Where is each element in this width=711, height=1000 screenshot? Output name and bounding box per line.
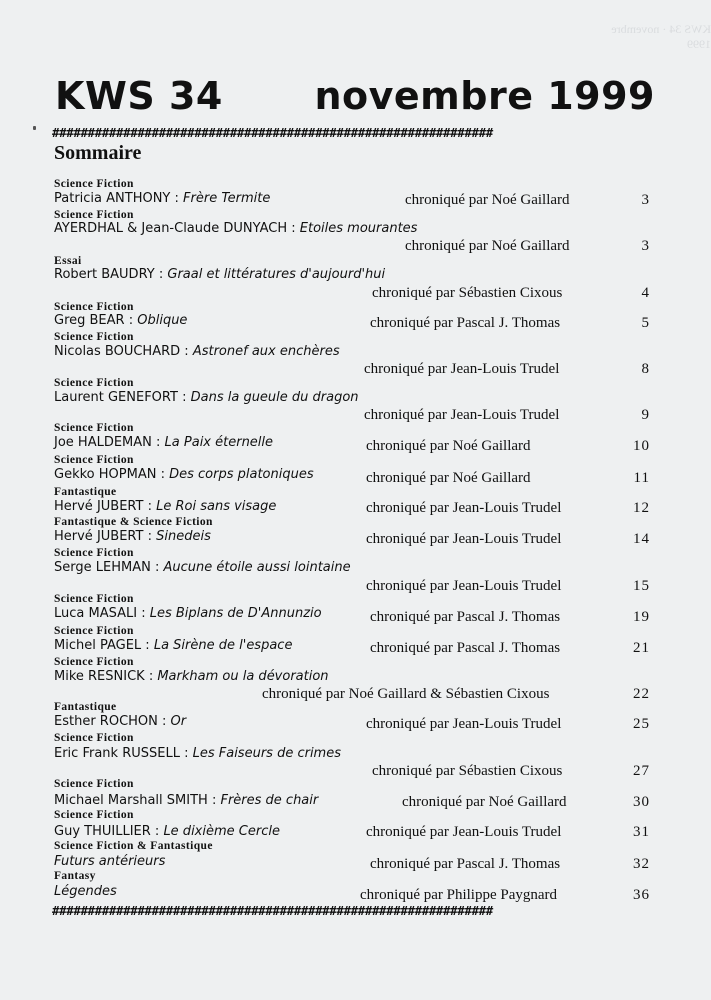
- entry-page-number: 25: [633, 716, 650, 732]
- entry-author: Laurent GENEFORT: [54, 390, 178, 405]
- entry-genre: Science Fiction: [54, 625, 134, 637]
- entry-page-number: 9: [641, 407, 650, 423]
- entry-genre: Science Fiction: [54, 593, 134, 605]
- issue-number: KWS 34: [55, 74, 223, 118]
- entry-separator: :: [170, 191, 184, 206]
- entry-page-number: 22: [633, 686, 650, 702]
- entry-book-title: Les Biplans de D'Annunzio: [149, 606, 322, 621]
- entry-reviewer: chroniqué par Pascal J. Thomas: [370, 856, 561, 872]
- entry-separator: :: [180, 344, 193, 359]
- entry-reviewer: chroniqué par Noé Gaillard: [366, 470, 531, 486]
- entry-genre: Science Fiction & Fantastique: [54, 840, 213, 852]
- entry-separator: :: [143, 499, 157, 514]
- entry-reviewer: chroniqué par Noé Gaillard: [405, 192, 570, 208]
- entry-book-title: Futurs antérieurs: [54, 854, 166, 869]
- entry-title-line: [54, 559, 351, 577]
- entry-title-line: [54, 466, 314, 484]
- entry-separator: :: [179, 746, 193, 761]
- entry-reviewer: chroniqué par Jean-Louis Trudel: [364, 407, 560, 423]
- entry-reviewer: chroniqué par Jean-Louis Trudel: [366, 578, 562, 594]
- entry-book-title: Oblique: [137, 313, 188, 328]
- entry-separator: :: [157, 714, 171, 729]
- entry-separator: :: [151, 435, 165, 450]
- entry-author: Mike RESNICK: [54, 669, 145, 684]
- entry-genre: Science Fiction: [54, 656, 134, 668]
- entry-separator: :: [137, 606, 150, 621]
- entry-genre: Essai: [54, 255, 82, 267]
- entry-page-number: 8: [641, 361, 650, 377]
- entry-separator: :: [287, 221, 300, 236]
- entry-book-title: Etoiles mourantes: [299, 221, 418, 236]
- entry-page-number: 15: [633, 578, 650, 594]
- entry-separator: :: [150, 560, 164, 575]
- entry-page-number: 19: [633, 609, 650, 625]
- entry-separator: :: [144, 669, 158, 684]
- bleed-through-header: KWS 34 · novembre 1999: [611, 22, 711, 51]
- entry-author: AYERDHAL & Jean-Claude DUNYACH: [54, 221, 288, 236]
- entry-genre: Fantasy: [54, 870, 96, 882]
- entry-title-line: [54, 745, 341, 763]
- entry-genre: Fantastique: [54, 486, 117, 498]
- entry-reviewer: chroniqué par Jean-Louis Trudel: [366, 500, 562, 516]
- margin-mark: [33, 126, 36, 130]
- entry-reviewer: chroniqué par Noé Gaillard: [405, 238, 570, 254]
- entry-author: Serge LEHMAN: [54, 560, 151, 575]
- entry-book-title: La Paix éternelle: [164, 435, 274, 450]
- entry-book-title: Graal et littératures d'aujourd'hui: [167, 267, 386, 282]
- section-title: Sommaire: [54, 142, 142, 164]
- entry-page-number: 36: [633, 887, 650, 903]
- entry-separator: :: [141, 638, 154, 653]
- top-hash-rule: ##############################################################: [52, 126, 493, 140]
- entry-title-line: [54, 343, 340, 361]
- entry-page-number: 3: [641, 192, 650, 208]
- entry-genre: Science Fiction: [54, 331, 134, 343]
- entry-page-number: 3: [641, 238, 650, 254]
- entry-title-line: [54, 668, 329, 686]
- entry-reviewer: chroniqué par Jean-Louis Trudel: [364, 361, 560, 377]
- bottom-hash-rule: ##############################################################: [52, 904, 493, 918]
- entry-author: Guy THUILLIER: [54, 824, 151, 839]
- entry-title-line: [54, 312, 187, 330]
- entry-separator: :: [156, 467, 170, 482]
- entry-author: Michel PAGEL: [54, 638, 142, 653]
- entry-title-line: [54, 266, 385, 284]
- entry-title-line: [54, 528, 211, 546]
- entry-separator: :: [207, 793, 221, 808]
- entry-reviewer: chroniqué par Sébastien Cixous: [372, 763, 563, 779]
- entry-book-title: La Sirène de l'espace: [153, 638, 293, 653]
- entry-author: Esther ROCHON: [54, 714, 158, 729]
- entry-title-line: [54, 713, 186, 731]
- entry-title-line: [54, 883, 117, 901]
- entry-title-line: [54, 434, 273, 452]
- issue-date: novembre 1999: [314, 74, 655, 118]
- entry-reviewer: chroniqué par Noé Gaillard & Sébastien Cixous: [262, 686, 550, 702]
- entry-title-line: [54, 389, 359, 407]
- entry-reviewer: chroniqué par Pascal J. Thomas: [370, 640, 561, 656]
- entry-book-title: Astronef aux enchères: [192, 344, 340, 359]
- entry-page-number: 4: [641, 285, 650, 301]
- entry-author: Nicolas BOUCHARD: [54, 344, 181, 359]
- entry-page-number: 32: [633, 856, 650, 872]
- entry-book-title: Or: [170, 714, 187, 729]
- entry-separator: :: [143, 529, 157, 544]
- entry-book-title: Le dixième Cercle: [163, 824, 280, 839]
- entry-title-line: [54, 637, 292, 655]
- entry-separator: :: [124, 313, 138, 328]
- entry-author: Hervé JUBERT: [54, 529, 144, 544]
- entry-reviewer: chroniqué par Noé Gaillard: [366, 438, 531, 454]
- entry-book-title: Aucune étoile aussi lointaine: [163, 560, 351, 575]
- entry-book-title: Légendes: [54, 884, 117, 899]
- entry-genre: Science Fiction: [54, 809, 134, 821]
- entry-reviewer: chroniqué par Jean-Louis Trudel: [366, 824, 562, 840]
- entry-book-title: Le Roi sans visage: [156, 499, 277, 514]
- entry-book-title: Frères de chair: [220, 793, 319, 808]
- entry-author: Greg BEAR: [54, 313, 125, 328]
- entry-genre: Science Fiction: [54, 301, 134, 313]
- entry-book-title: Des corps platoniques: [169, 467, 314, 482]
- entry-page-number: 11: [633, 470, 650, 486]
- entry-book-title: Dans la gueule du dragon: [190, 390, 359, 405]
- entry-page-number: 5: [641, 315, 650, 331]
- entry-genre: Fantastique: [54, 701, 117, 713]
- entry-page-number: 30: [633, 794, 650, 810]
- entry-author: Luca MASALI: [54, 606, 138, 621]
- entry-genre: Science Fiction: [54, 778, 134, 790]
- entry-author: Gekko HOPMAN: [54, 467, 157, 482]
- entry-genre: Science Fiction: [54, 547, 134, 559]
- entry-separator: :: [154, 267, 168, 282]
- entry-book-title: Frère Termite: [183, 191, 271, 206]
- entry-page-number: 31: [633, 824, 650, 840]
- entry-title-line: [54, 220, 417, 238]
- entry-genre: Science Fiction: [54, 454, 134, 466]
- entry-reviewer: chroniqué par Jean-Louis Trudel: [366, 531, 562, 547]
- entry-book-title: Markham ou la dévoration: [157, 669, 329, 684]
- entry-genre: Fantastique & Science Fiction: [54, 516, 213, 528]
- entry-reviewer: chroniqué par Pascal J. Thomas: [370, 315, 561, 331]
- entry-author: Michael Marshall SMITH: [54, 793, 208, 808]
- entry-page-number: 10: [633, 438, 650, 454]
- entry-author: Eric Frank RUSSELL: [54, 746, 180, 761]
- entry-page-number: 12: [633, 500, 650, 516]
- entry-book-title: Les Faiseurs de crimes: [192, 746, 341, 761]
- entry-author: Patricia ANTHONY: [54, 191, 171, 206]
- entry-genre: Science Fiction: [54, 732, 134, 744]
- entry-reviewer: chroniqué par Pascal J. Thomas: [370, 609, 561, 625]
- entry-separator: :: [150, 824, 164, 839]
- entry-genre: Science Fiction: [54, 422, 134, 434]
- entry-reviewer: chroniqué par Jean-Louis Trudel: [366, 716, 562, 732]
- entry-page-number: 14: [633, 531, 650, 547]
- entry-reviewer: chroniqué par Philippe Paygnard: [360, 887, 558, 903]
- entry-page-number: 21: [633, 640, 650, 656]
- entry-title-line: [54, 190, 270, 208]
- entry-title-line: [54, 605, 322, 623]
- entry-book-title: Sinedeis: [156, 529, 211, 544]
- entry-reviewer: chroniqué par Noé Gaillard: [402, 794, 567, 810]
- entry-reviewer: chroniqué par Sébastien Cixous: [372, 285, 563, 301]
- entry-author: Hervé JUBERT: [54, 499, 144, 514]
- entry-page-number: 27: [633, 763, 650, 779]
- entry-separator: :: [177, 390, 191, 405]
- entry-author: Robert BAUDRY: [54, 267, 155, 282]
- entry-genre: Science Fiction: [54, 178, 134, 190]
- entry-genre: Science Fiction: [54, 209, 134, 221]
- entry-genre: Science Fiction: [54, 377, 134, 389]
- entry-author: Joe HALDEMAN: [54, 435, 152, 450]
- entry-title-line: [54, 498, 276, 516]
